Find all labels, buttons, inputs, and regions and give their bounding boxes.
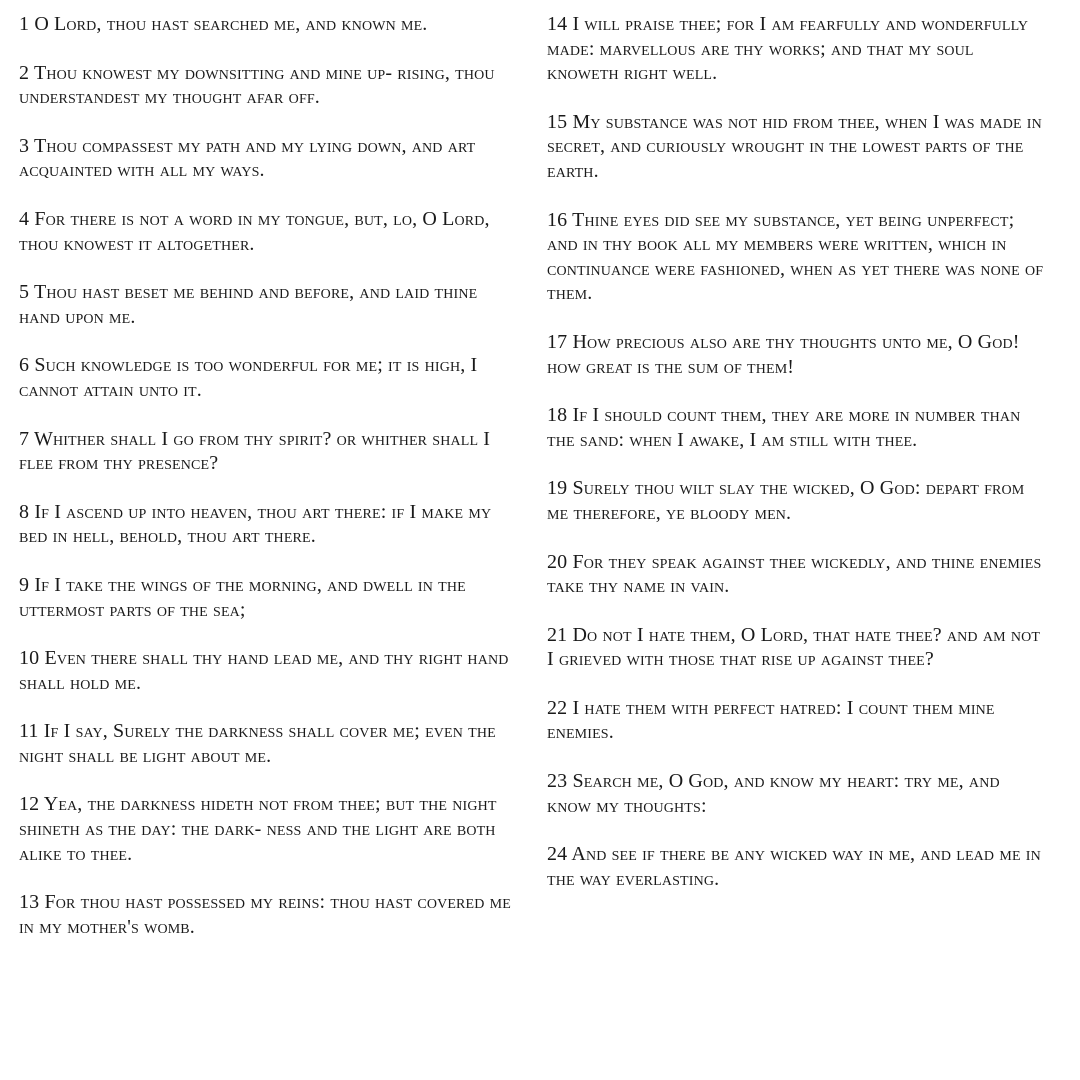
verse-text: Yea, the darkness hideth not from thee; but the night shineth as the day: the dark- ness and the light are both alike to thee. [19, 793, 497, 865]
verse-text: How precious also are thy thoughts unto me, O God! how great is the sum of them! [547, 330, 1020, 378]
verse-22 [547, 696, 1047, 745]
verse-text: Search me, O God, and know my heart: try me, and know my thoughts: [547, 770, 1000, 817]
verse-10 [19, 646, 519, 695]
verse-number: 23 [547, 770, 568, 793]
verse-number: 11 [19, 720, 39, 743]
verse-text: Thine eyes did see my substance, yet being unperfect; and in thy book all my members were written, which in continuance were fashioned, when as yet there was none of them. [547, 208, 1044, 305]
verse-number: 9 [19, 573, 30, 596]
verse-text: Even there shall thy hand lead me, and thy right hand shall hold me. [19, 647, 509, 694]
verse-text: If I should count them, they are more in number than the sand: when I awake, I am still with thee. [547, 404, 1021, 451]
verse-text: If I ascend up into heaven, thou art there: if I make my bed in hell, behold, thou art there. [19, 500, 492, 548]
verse-number: 16 [547, 208, 568, 231]
verse-17 [547, 330, 1047, 379]
verse-number: 2 [19, 61, 30, 84]
verse-11 [19, 719, 519, 768]
verse-9 [19, 573, 519, 622]
right-column [547, 12, 1047, 915]
verse-number: 21 [547, 623, 568, 646]
verse-text: If I take the wings of the morning, and dwell in the uttermost parts of the sea; [19, 573, 466, 621]
verse-3 [19, 134, 519, 183]
verse-15 [547, 110, 1047, 184]
verse-number: 15 [547, 110, 568, 133]
verse-text: For they speak against thee wickedly, and thine enemies take thy name in vain. [547, 550, 1042, 598]
verse-13 [19, 890, 519, 939]
verse-20 [547, 550, 1047, 599]
verse-number: 8 [19, 500, 30, 523]
verse-number: 13 [19, 891, 40, 914]
verse-1 [19, 12, 519, 37]
verse-number: 14 [547, 13, 568, 35]
verse-text: For there is not a word in my tongue, but, lo, O Lord, thou knowest it altogether. [19, 207, 490, 255]
verse-number: 7 [19, 427, 30, 450]
verse-number: 19 [547, 477, 568, 500]
verse-number: 3 [19, 134, 30, 157]
verse-19 [547, 476, 1047, 525]
verse-text: My substance was not hid from thee, when I was made in secret, and curiously wrought in the lowest parts of the earth. [547, 110, 1042, 182]
verse-number: 20 [547, 550, 568, 573]
verse-text: And see if there be any wicked way in me, and lead me in the way everlasting. [547, 843, 1041, 890]
verse-number: 12 [19, 793, 40, 816]
verse-text: Thou compassest my path and my lying down, and art acquainted with all my ways. [19, 134, 476, 182]
verse-number: 22 [547, 696, 568, 719]
verse-number: 5 [19, 281, 30, 304]
verse-number: 1 [19, 13, 30, 35]
verse-4 [19, 207, 519, 256]
verse-number: 6 [19, 354, 30, 377]
verse-5 [19, 280, 519, 329]
verse-text: I will praise thee; for I am fearfully and wonderfully made: marvellous are thy works; and that my soul knoweth right well. [547, 13, 1029, 85]
verse-12 [19, 792, 519, 866]
verse-text: Whither shall I go from thy spirit? or whither shall I flee from thy presence? [19, 427, 491, 475]
verse-text: O Lord, thou hast searched me, and known me. [34, 13, 428, 35]
verse-2 [19, 61, 519, 110]
verse-21 [547, 623, 1047, 672]
verse-number: 18 [547, 404, 568, 427]
verse-14 [547, 12, 1047, 86]
verse-text: Thou knowest my downsitting and mine up- rising, thou understandest my thought afar off. [19, 61, 495, 109]
verse-8 [19, 500, 519, 549]
verse-text: For thou hast possessed my reins: thou hast covered me in my mother's womb. [19, 891, 511, 938]
verse-16 [547, 208, 1047, 306]
verse-text: I hate them with perfect hatred: I count them mine enemies. [547, 696, 995, 744]
verse-7 [19, 427, 519, 476]
verse-23 [547, 769, 1047, 818]
left-column [19, 12, 519, 963]
verse-text: Surely thou wilt slay the wicked, O God: depart from me therefore, ye bloody men. [547, 477, 1025, 524]
verse-6 [19, 353, 519, 402]
verse-24 [547, 842, 1047, 891]
verse-number: 4 [19, 207, 30, 230]
verse-text: If I say, Surely the darkness shall cover me; even the night shall be light about me. [19, 720, 496, 767]
verse-18 [547, 403, 1047, 452]
verse-text: Do not I hate them, O Lord, that hate thee? and am not I grieved with those that rise up against thee? [547, 623, 1041, 671]
verse-number: 10 [19, 647, 40, 670]
verse-text: Such knowledge is too wonderful for me; it is high, I cannot attain unto it. [19, 354, 478, 401]
verse-number: 17 [547, 330, 568, 353]
verse-text: Thou hast beset me behind and before, and laid thine hand upon me. [19, 281, 478, 328]
verse-number: 24 [547, 843, 568, 866]
